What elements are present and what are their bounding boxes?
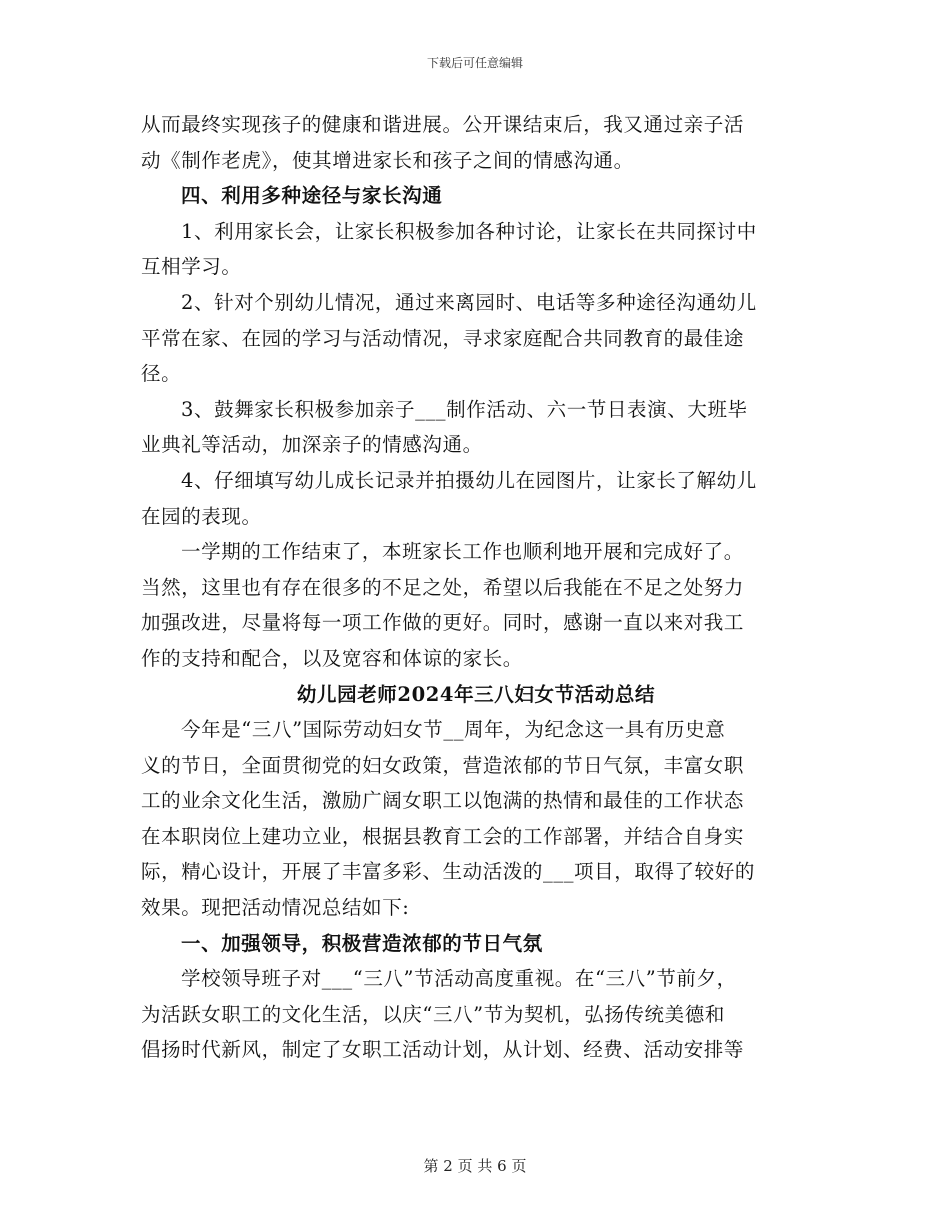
document-body [141,107,811,1068]
paragraph-line: 工的业余文化生活，激励广阔女职工以饱满的热情和最佳的工作状态 [141,789,745,813]
section-heading: 一、加强领导，积极营造浓郁的节日气氛 [181,931,543,955]
paragraph-line: 动《制作老虎》，使其增进家长和孩子之间的情感沟通。 [141,148,634,172]
paragraph-line: 1、利用家长会，让家长积极参加各种讨论，让家长在共同探讨中 [181,219,757,243]
paragraph-line: 当然，这里也有存在很多的不足之处，希望以后我能在不足之处努力 [141,575,745,599]
paragraph-line: 2、针对个别幼儿情况，通过来离园时、电话等多种途径沟通幼儿 [181,290,757,314]
paragraph-line: 业典礼等活动，加深亲子的情感沟通。 [141,433,483,457]
paragraph-line: 际，精心设计，开展了丰富多彩、生动活泼的___项目，取得了较好的 [141,860,755,884]
paragraph-line: 在本职岗位上建功立业，根据县教育工会的工作部署，并结合自身实 [141,824,745,848]
paragraph-line: 作的支持和配合，以及宽容和体谅的家长。 [141,646,523,670]
paragraph-line: 今年是“三八”国际劳动妇女节__周年，为纪念这一具有历史意 [181,718,726,742]
paragraph-line: 加强改进，尽量将每一项工作做的更好。同时，感谢一直以来对我工 [141,611,745,635]
paragraph-line: 学校领导班子对___“三八”节活动高度重视。在“三八”节前夕， [181,967,737,991]
page-footer: 第 2 页 共 6 页 [423,1157,527,1175]
paragraph-line: 平常在家、在园的学习与活动情况，寻求家庭配合共同教育的最佳途 [141,326,745,350]
paragraph-line: 径。 [141,362,182,386]
paragraph-line: 从而最终实现孩子的健康和谐进展。公开课结束后，我又通过亲子活 [141,113,745,136]
paragraph-line: 一学期的工作结束了，本班家长工作也顺利地开展和完成好了。 [181,540,744,564]
paragraph-line: 义的节日，全面贯彻党的妇女政策，营造浓郁的节日气氛，丰富女职 [141,753,745,777]
paragraph-line: 3、鼓舞家长积极参加亲子___制作活动、六一节日表演、大班毕 [181,397,748,421]
paragraph-line: 在园的表现。 [141,504,262,528]
paragraph-line: 互相学习。 [141,255,242,279]
paragraph-line: 效果。现把活动情况总结如下: [141,896,410,920]
page-header: 下载后可任意编辑 [426,56,523,70]
paragraph-line: 倡扬时代新风，制定了女职工活动计划，从计划、经费、活动安排等 [141,1038,745,1062]
document-title: 幼儿园老师2024年三八妇女节活动总结 [296,682,656,706]
paragraph-line: 为活跃女职工的文化生活，以庆“三八”节为契机，弘扬传统美德和 [141,1002,725,1026]
paragraph-line: 4、仔细填写幼儿成长记录并拍摄幼儿在园图片，让家长了解幼儿 [181,468,757,492]
section-heading: 四、利用多种途径与家长沟通 [181,184,443,208]
